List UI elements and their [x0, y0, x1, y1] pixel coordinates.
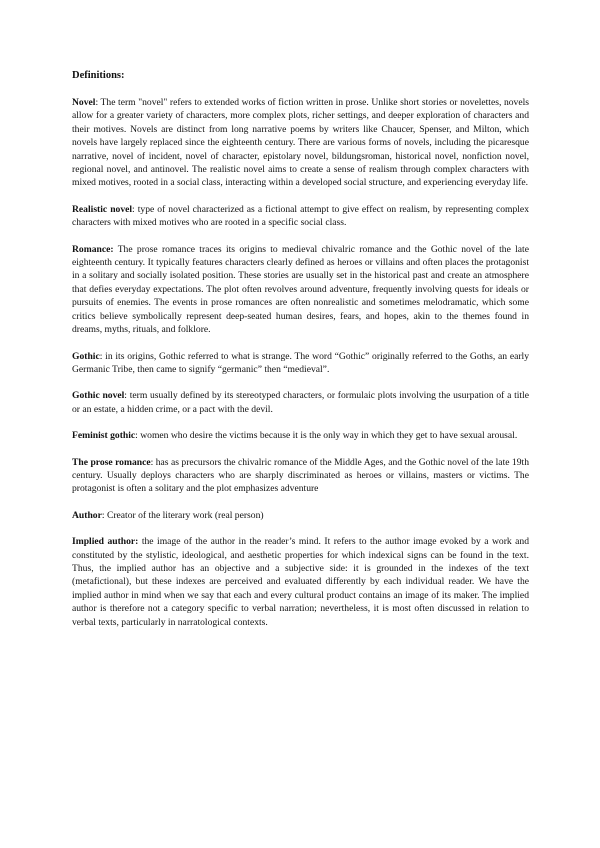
definition-gothic: Gothic: in its origins, Gothic referred to what is strange. The word “Gothic” originally referred to the Goths, an early Germanic Tribe, then came to signify “germanic” then “medieval”. [72, 350, 529, 375]
definition-term: Author [72, 509, 102, 521]
definition-term: The prose romance [72, 456, 151, 468]
definition-body: The prose romance traces its origins to medieval chivalric romance and the Gothic novel of the late eighteenth century. It typically features characters clearly defined as heroes or villains and often places the protagonist in a solitary and socially isolated position. These stories are usually set in the historical past and create an atmosphere that defies everyday expectations. The plot often revolves around adventure, frequently involving quests for ideals or pursuits of enemies. The events in prose romances are often nonrealistic and sometimes melodramatic, which some critics believe symbolically represent deep-seated human desires, fears, and hopes, akin to the themes found in dreams, myths, rituals, and folklore. [72, 243, 529, 336]
definition-novel: Novel: The term "novel" refers to extended works of fiction written in prose. Unlike short stories or novelettes, novels allow for a greater variety of characters, more complex plots, richer settings, and deeper exploration of characters and their motives. Novels are distinct from long narrative poems by writers like Chaucer, Spenser, and Milton, which novels have largely replaced since the eighteenth century. There are various forms of novels, including the picaresque narrative, novel of incident, novel of character, epistolary novel, bildungsroman, historical novel, nonfiction novel, regional novel, and antinovel. The realistic novel aims to create a sense of realism through complex characters with mixed motives, rooted in a social class, interacting within a developed social structure, and experiencing everyday life. [72, 97, 529, 189]
definition-body: The term "novel" refers to extended works of fiction written in prose. Unlike short stories or novelettes, novels allow for a greater variety of characters, more complex plots, richer settings, and deeper exploration of characters and their motives. Novels are distinct from long narrative poems by writers like Chaucer, Spenser, and Milton, which novels have largely replaced since the eighteenth century. There are various forms of novels, including the picaresque narrative, novel of incident, novel of character, epistolary novel, bildungsroman, historical novel, nonfiction novel, regional novel, and antinovel. The realistic novel aims to create a sense of realism through complex characters with mixed motives, rooted in a social class, interacting within a developed social structure, and experiencing everyday life. [72, 97, 529, 189]
definition-realistic-novel: Realistic novel: type of novel characterized as a fictional attempt to give effect on realism, by representing complex characters with mixed motives who are rooted in a specific social class. [72, 203, 529, 229]
definition-feminist-gothic: Feminist gothic: women who desire the victims because it is the only way in which they get to have sexual arousal. [72, 430, 518, 442]
definition-body: term usually defined by its stereotyped characters, or formulaic plots involving the usurpation of a title or an estate, a hidden crime, or a pact with the devil. [72, 390, 529, 415]
definition-body: Creator of the literary work (real person) [106, 509, 264, 521]
definition-term: Gothic [72, 350, 100, 362]
definition-implied-author [72, 535, 529, 629]
definition-author: Author: Creator of the literary work (real person) [72, 509, 264, 521]
definition-body: the image of the author in the reader’s mind. It refers to the author image evoked by a work and constituted by the stylistic, ideological, and aesthetic properties for which indexical signs can be found in the text. Thus, the implied author has an objective and a subjective side: it is grounded in the indexes of the text (metafictional), but these indexes are perceived and evaluated differently by each individual reader. We have the implied author in mind when we say that each and every cultural product contains an image of its maker. The implied author is therefore not a category specific to verbal narration; nevertheless, it is most often discussed in relation to verbal texts, particularly in narratological contexts. [72, 536, 529, 628]
definition-body: type of novel characterized as a fictional attempt to give effect on realism, by representing complex characters with mixed motives who are rooted in a specific social class. [72, 203, 529, 229]
definition-term: Romance: [72, 243, 114, 255]
page-heading: Definitions: [72, 70, 125, 81]
definition-body: has as precursors the chivalric romance of the Middle Ages, and the Gothic novel of the late 19th century. Usually deploys characters who are sharply discriminated as heroes or villains, masters or victims. The protagonist is often a solitary and the plot emphasizes adventure [72, 456, 529, 495]
definition-term: Implied author: [72, 536, 139, 548]
definition-body: in its origins, Gothic referred to what is strange. The word “Gothic” originally referred to the Goths, an early Germanic Tribe, then came to signify “germanic” then “medieval”. [72, 350, 529, 375]
definition-term: Realistic novel [72, 203, 133, 215]
document-page [72, 70, 529, 642]
definition-gothic-novel: Gothic novel: term usually defined by its stereotyped characters, or formulaic plots involving the usurpation of a title or an estate, a hidden crime, or a pact with the devil. [72, 390, 529, 415]
definition-romance [72, 243, 529, 337]
definition-prose-romance: The prose romance: has as precursors the chivalric romance of the Middle Ages, and the Gothic novel of the late 19th century. Usually deploys characters who are sharply discriminated as heroes or villains, masters or victims. The protagonist is often a solitary and the plot emphasizes adventure [72, 456, 529, 495]
definition-term: Gothic novel [72, 390, 125, 402]
definition-body: women who desire the victims because it is the only way in which they get to have sexual arousal. [140, 430, 518, 442]
definition-term: Novel [72, 97, 96, 108]
definition-term: Feminist gothic [72, 430, 136, 442]
